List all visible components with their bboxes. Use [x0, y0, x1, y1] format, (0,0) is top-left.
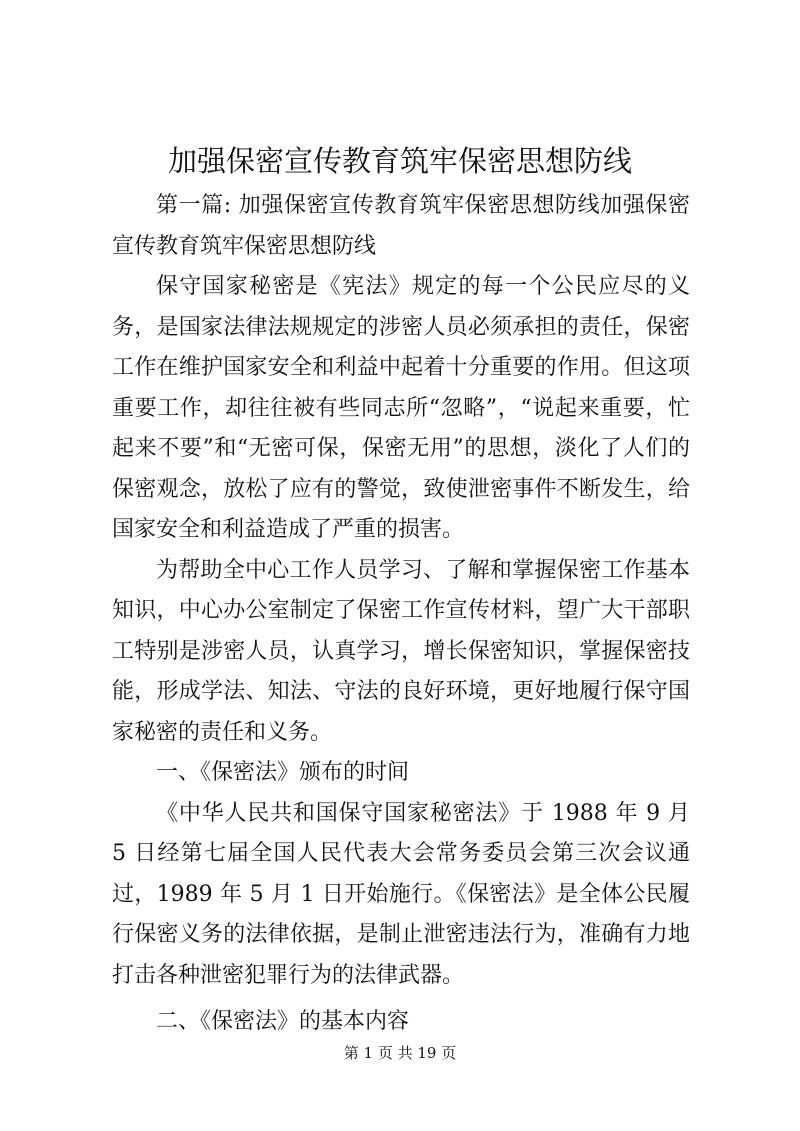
paragraph-intro: 保守国家秘密是《宪法》规定的每一个公民应尽的义务，是国家法律法规规定的涉密人员必须承担的责任，保密工作在维护国家安全和利益中起着十分重要的作用。但这项重要工作，却往往被有些同志所“忽略”，“说起来重要，忙起来不要”和“无密可保，保密无用”的思想，淡化了人们的保密观念，放松了应有的警觉，致使泄密事件不断发生，给国家安全和利益造成了严重的损害。: [112, 274, 690, 542]
page-number-footer: 第 1 页 共 19 页: [343, 1044, 457, 1062]
section-heading-basic-content: 二、《保密法》的基本内容: [156, 1009, 410, 1034]
paragraph-promulgation: 《中华人民共和国保守国家秘密法》于 1988 年 9 月 5 日经第七届全国人民代表大会常务委员会第三次会议通过，1989 年 5 月 1 日开始施行。《保密法》是全体公民履行保密义务的法律依据，是制止泄密违法行为，准确有力地打击各种泄密犯罪行为的法律武器。: [112, 800, 690, 988]
document-body: [112, 186, 690, 1043]
paragraph-purpose: 为帮助全中心工作人员学习、了解和掌握保密工作基本知识，中心办公室制定了保密工作宣传材料，望广大干部职工特别是涉密人员，认真学习，增长保密知识，掌握保密技能，形成学法、知法、守法的良好环境，更好地履行保守国家秘密的责任和义务。: [112, 557, 690, 745]
document-title: 加强保密宣传教育筑牢保密思想防线: [167, 144, 632, 178]
paragraph-heading-part-one: 第一篇: 加强保密宣传教育筑牢保密思想防线加强保密宣传教育筑牢保密思想防线: [112, 193, 690, 259]
section-heading-promulgation-time: 一、《保密法》颁布的时间: [156, 760, 410, 785]
